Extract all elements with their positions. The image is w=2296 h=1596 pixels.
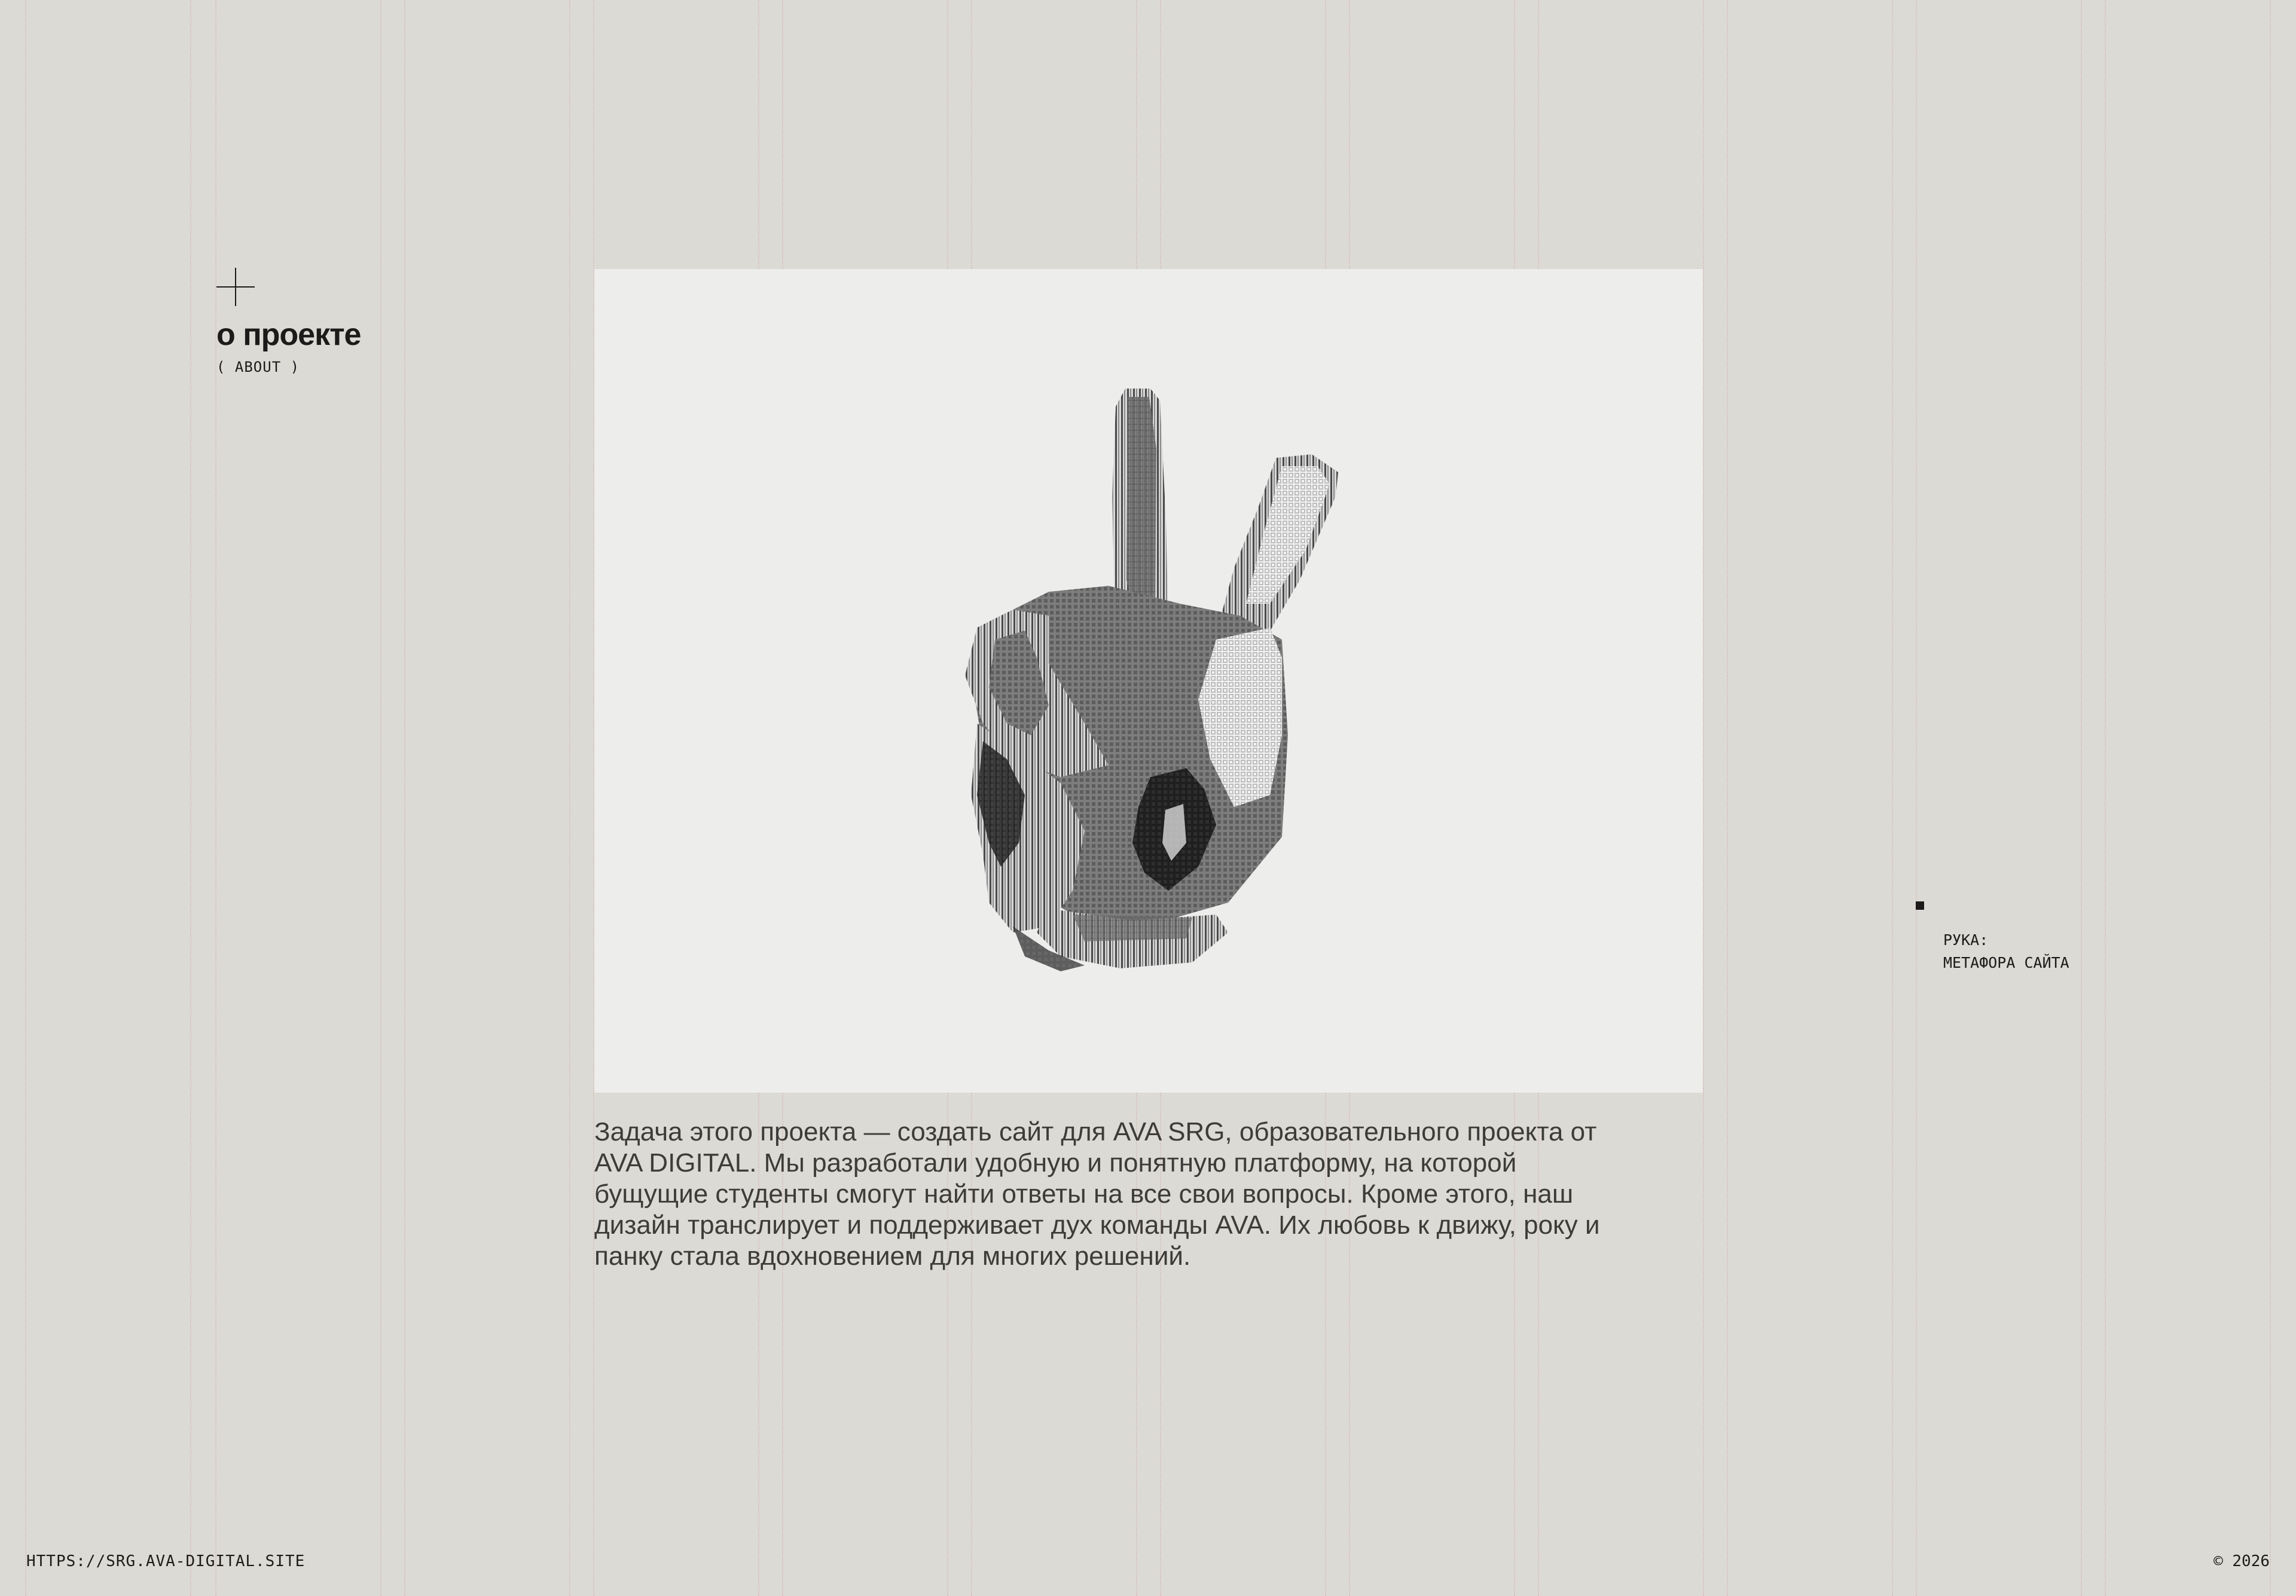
section-subtitle: ( ABOUT ) [216,359,300,375]
square-bullet-icon [1916,901,1924,910]
grid-line [1916,0,1917,1596]
grid-line [404,0,405,1596]
caption-line-1: РУКА: [1943,931,1989,949]
grid-line [380,0,381,1596]
section-title: о проекте [216,317,361,352]
description-line: панку стала вдохновением для многих решений. [594,1242,1191,1271]
description-line: AVA DIGITAL. Мы разработали удобную и понятную платформу, на которой [594,1148,1517,1178]
grid-line [2270,0,2271,1596]
grid-line [2105,0,2106,1596]
plus-icon [216,268,255,306]
hero-image [594,269,1703,1093]
description-line: бущущие студенты смогут найти ответы на все свои вопросы. Кроме этого, наш [594,1179,1574,1209]
caption-line-2: МЕТАФОРА САЙТА [1943,954,2069,971]
grid-line [1703,0,1704,1596]
grid-line [25,0,26,1596]
grid-line [215,0,216,1596]
grid-line [569,0,570,1596]
footer-copyright: © 2026 [2213,1552,2270,1570]
image-caption [1943,929,2069,974]
grid-line [2081,0,2082,1596]
grid-line [1892,0,1893,1596]
footer-site-link[interactable]: HTTPS://SRG.AVA-DIGITAL.SITE [26,1552,306,1570]
description-line: дизайн транслирует и поддерживает дух команды AVA. Их любовь к движу, року и [594,1210,1600,1240]
description-line: Задача этого проекта — создать сайт для AVA SRG, образовательного проекта от [594,1117,1597,1146]
grid-line [190,0,191,1596]
grid-line [1727,0,1728,1596]
project-description [594,1117,1712,1272]
hand-gesture-illustration [594,269,1703,1093]
